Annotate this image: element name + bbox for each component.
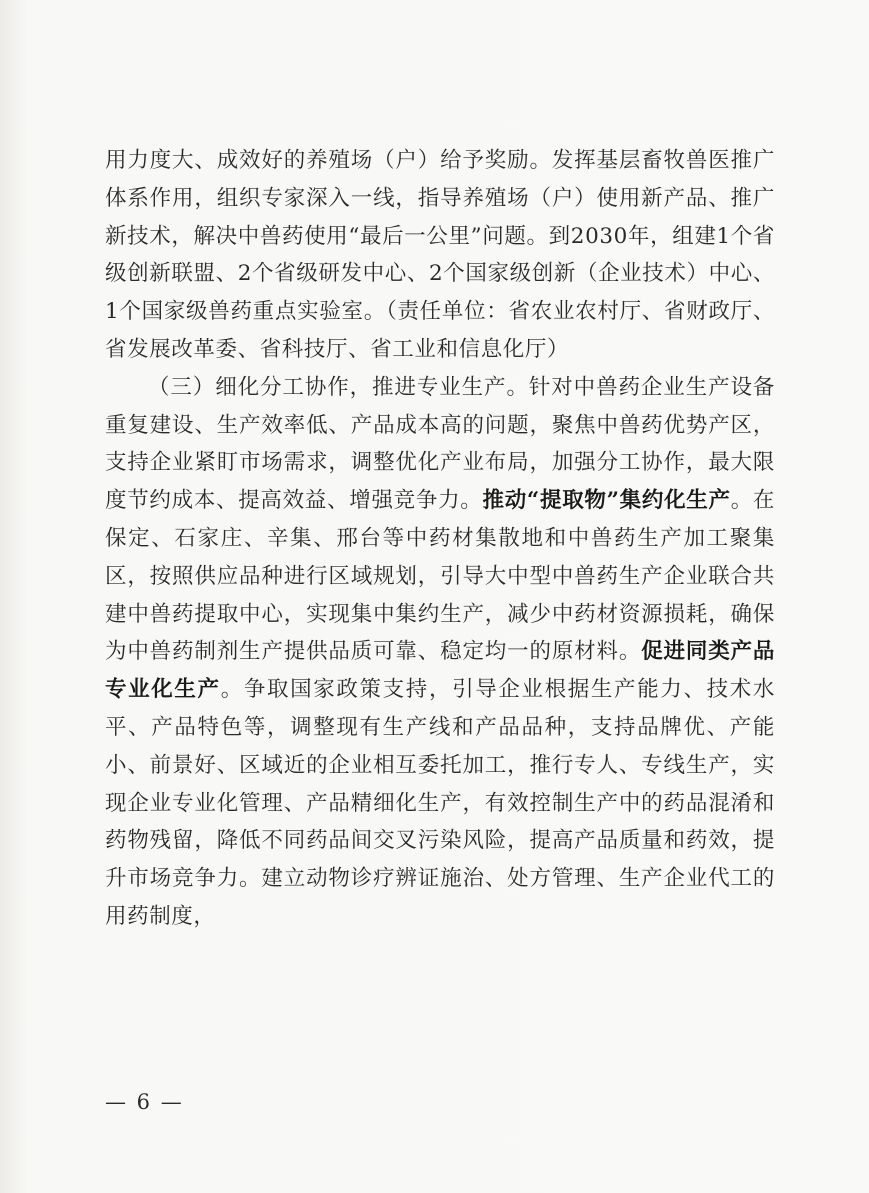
page-number: — 6 — xyxy=(105,1090,184,1114)
section-heading: （三）细化分工协作，推进专业生产。 xyxy=(148,374,529,400)
paragraph-continuation xyxy=(105,142,775,369)
bold-phrase-specialized-production: 促进同类产品专业化生产 xyxy=(105,639,775,703)
section-text-2: 。在保定、石家庄、辛集、邢台等中药材集散地和中兽药生产加工聚集区，按照供应品种进行区域规划，引导大中型中兽药生产企业联合共建中兽药提取中心，实现集中集约生产，减少中药材资源损耗，确保为中兽药制剂生产提供品质可靠、稳定均一的原材料。 xyxy=(105,488,776,665)
section-text-3: 。争取国家政策支持，引导企业根据生产能力、技术水平、产品特色等，调整现有生产线和产品品种，支持品牌优、产能小、前景好、区域近的企业相互委托加工，推行专人、专线生产，实现企业专业化管理、产品精细化生产，有效控制生产中的药品混淆和药物残留，降低不同药品间交叉污染风险，提高产品质量和药效，提升市场竞争力。建立动物诊疗辨证施治、处方管理、生产企业代工的用药制度， xyxy=(105,677,775,929)
body-text xyxy=(105,142,775,936)
paragraph-1-text: 用力度大、成效好的养殖场（户）给予奖励。发挥基层畜牧兽医推广体系作用，组织专家深入一线，指导养殖场（户）使用新产品、推广新技术，解决中兽药使用“最后一公里”问题。到2030年，组建1个省级创新联盟、2个省级研发中心、2个国家级创新（企业技术）中心、1个国家级兽药重点实验室。（责任单位：省农业农村厅、省财政厅、省发展改革委、省科技厅、省工业和信息化厅） xyxy=(105,148,775,362)
section-paragraph xyxy=(105,369,775,936)
section-text-1: 针对中兽药企业生产设备重复建设、生产效率低、产品成本高的问题，聚焦中兽药优势产区，支持企业紧盯市场需求，调整优化产业布局，加强分工协作，最大限度节约成本、提高效益、增强竞争力。 xyxy=(105,374,775,514)
bold-phrase-extract-production: 推动“提取物”集约化生产 xyxy=(482,488,731,514)
